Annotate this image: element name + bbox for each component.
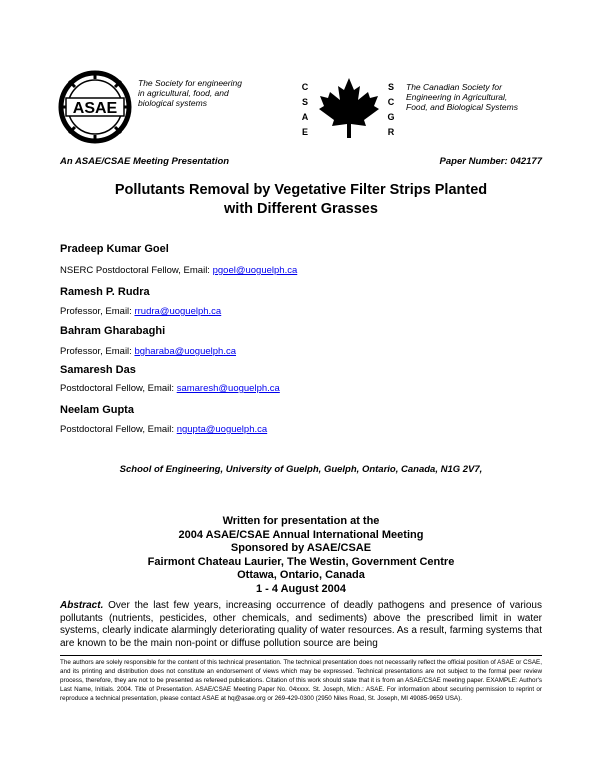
asae-tagline-line: The Society for engineering (138, 78, 242, 88)
asae-tagline-line: biological systems (138, 98, 207, 108)
asae-logo (58, 70, 132, 144)
csae-letter: C (301, 82, 309, 92)
scgr-letter: S (387, 82, 394, 92)
author-affiliation (60, 306, 221, 317)
asae-logo-text: ASAE (72, 100, 118, 117)
abstract-text: Over the last few years, increasing occurrence of deadly pathogens and presence of various pollutants (nutrients, pesticides, other chemicals, and sediments) above the prescribed limit in water systems, clearly indicate alarmingly deteriorating quality of water resources. As a result, farming systems that are known to be the main non-point or diffuse pollution source are being (60, 600, 542, 649)
meeting-label: An ASAE/CSAE Meeting Presentation (60, 156, 230, 167)
scgr-letter: C (387, 97, 395, 107)
author-role: NSERC Postdoctoral Fellow, Email: (60, 265, 213, 276)
author-name: Samaresh Das (60, 364, 136, 376)
csae-tagline (406, 82, 556, 112)
author-affiliation (60, 265, 297, 276)
csae-letter: A (301, 112, 309, 122)
author-email-link[interactable]: bgharaba@uoguelph.ca (134, 346, 237, 357)
scgr-letter: R (387, 127, 395, 137)
csae-letter: E (301, 127, 308, 137)
author-name: Bahram Gharabaghi (60, 325, 166, 337)
author-affiliation (60, 383, 280, 394)
presentation-info (60, 515, 542, 596)
csae-tagline-line: The Canadian Society for (406, 82, 502, 92)
author-email-link[interactable]: pgoel@uoguelph.ca (212, 265, 298, 276)
title-line: Pollutants Removal by Vegetative Filter Strips Planted (114, 182, 488, 198)
abstract (60, 600, 542, 650)
csae-letter: S (301, 97, 308, 107)
author-role: Professor, Email: (60, 306, 135, 317)
author-role: Postdoctoral Fellow, Email: (60, 383, 177, 394)
presentation-line: Ottawa, Ontario, Canada (237, 569, 365, 581)
asae-tagline-line: in agricultural, food, and (138, 88, 229, 98)
author-email-link[interactable]: samaresh@uoguelph.ca (176, 383, 280, 394)
presentation-line: 1 - 4 August 2004 (255, 582, 347, 595)
csae-tagline-line: Food, and Biological Systems (406, 102, 518, 112)
author-name: Pradeep Kumar Goel (60, 243, 169, 255)
author-name: Neelam Gupta (60, 404, 134, 416)
disclaimer-footnote: The authors are solely responsible for the content of this technical presentation. The technical presentation does not necessarily reflect the official position of ASAE or CSAE, and its printing and distribution does not constitute an endorsement of views which may be expressed. Technical presentations are not subject to the formal peer review process, therefore, they are not to be presented as refereed publications. Citation of this work should state that it is from an ASAE/CSAE meeting paper. EXAMPLE: Author's Last Name, Initials. 2004. Title of Presentation. ASAE/CSAE Meeting Paper No. 04xxxx. St. Joseph, Mich.: ASAE. For information about securing permission to reprint or reproduce a technical presentation, please contact ASAE at hq@asae.org or 269-429-0300 (2950 Niles Road, St. Joseph, MI 49085-9659 USA). (60, 655, 542, 704)
presentation-line: Written for presentation at the (222, 515, 380, 527)
author-affiliation (60, 346, 236, 357)
maple-leaf-icon (318, 76, 380, 140)
abstract-label: Abstract. (60, 600, 104, 611)
author-role: Professor, Email: (60, 346, 135, 357)
asae-tagline (138, 78, 248, 108)
csae-tagline-line: Engineering in Agricultural, (406, 92, 508, 102)
scgr-letter: G (387, 112, 395, 122)
author-email-link[interactable]: ngupta@uoguelph.ca (176, 424, 268, 435)
author-affiliation (60, 424, 267, 435)
scgr-letters (384, 80, 398, 140)
presentation-line: Sponsored by ASAE/CSAE (230, 542, 372, 554)
school-affiliation: School of Engineering, University of Guelph, Guelph, Ontario, Canada, N1G 2V7, (119, 464, 483, 475)
paper-number: Paper Number: 042177 (439, 156, 542, 167)
csae-letters (298, 80, 312, 140)
author-role: Postdoctoral Fellow, Email: (60, 424, 177, 435)
page-title (60, 181, 542, 219)
author-name: Ramesh P. Rudra (60, 286, 150, 298)
presentation-line: 2004 ASAE/CSAE Annual International Meeting (178, 528, 424, 541)
author-email-link[interactable]: rrudra@uoguelph.ca (134, 306, 222, 317)
title-line: with Different Grasses (224, 201, 378, 217)
presentation-line: Fairmont Chateau Laurier, The Westin, Government Centre (147, 555, 455, 568)
